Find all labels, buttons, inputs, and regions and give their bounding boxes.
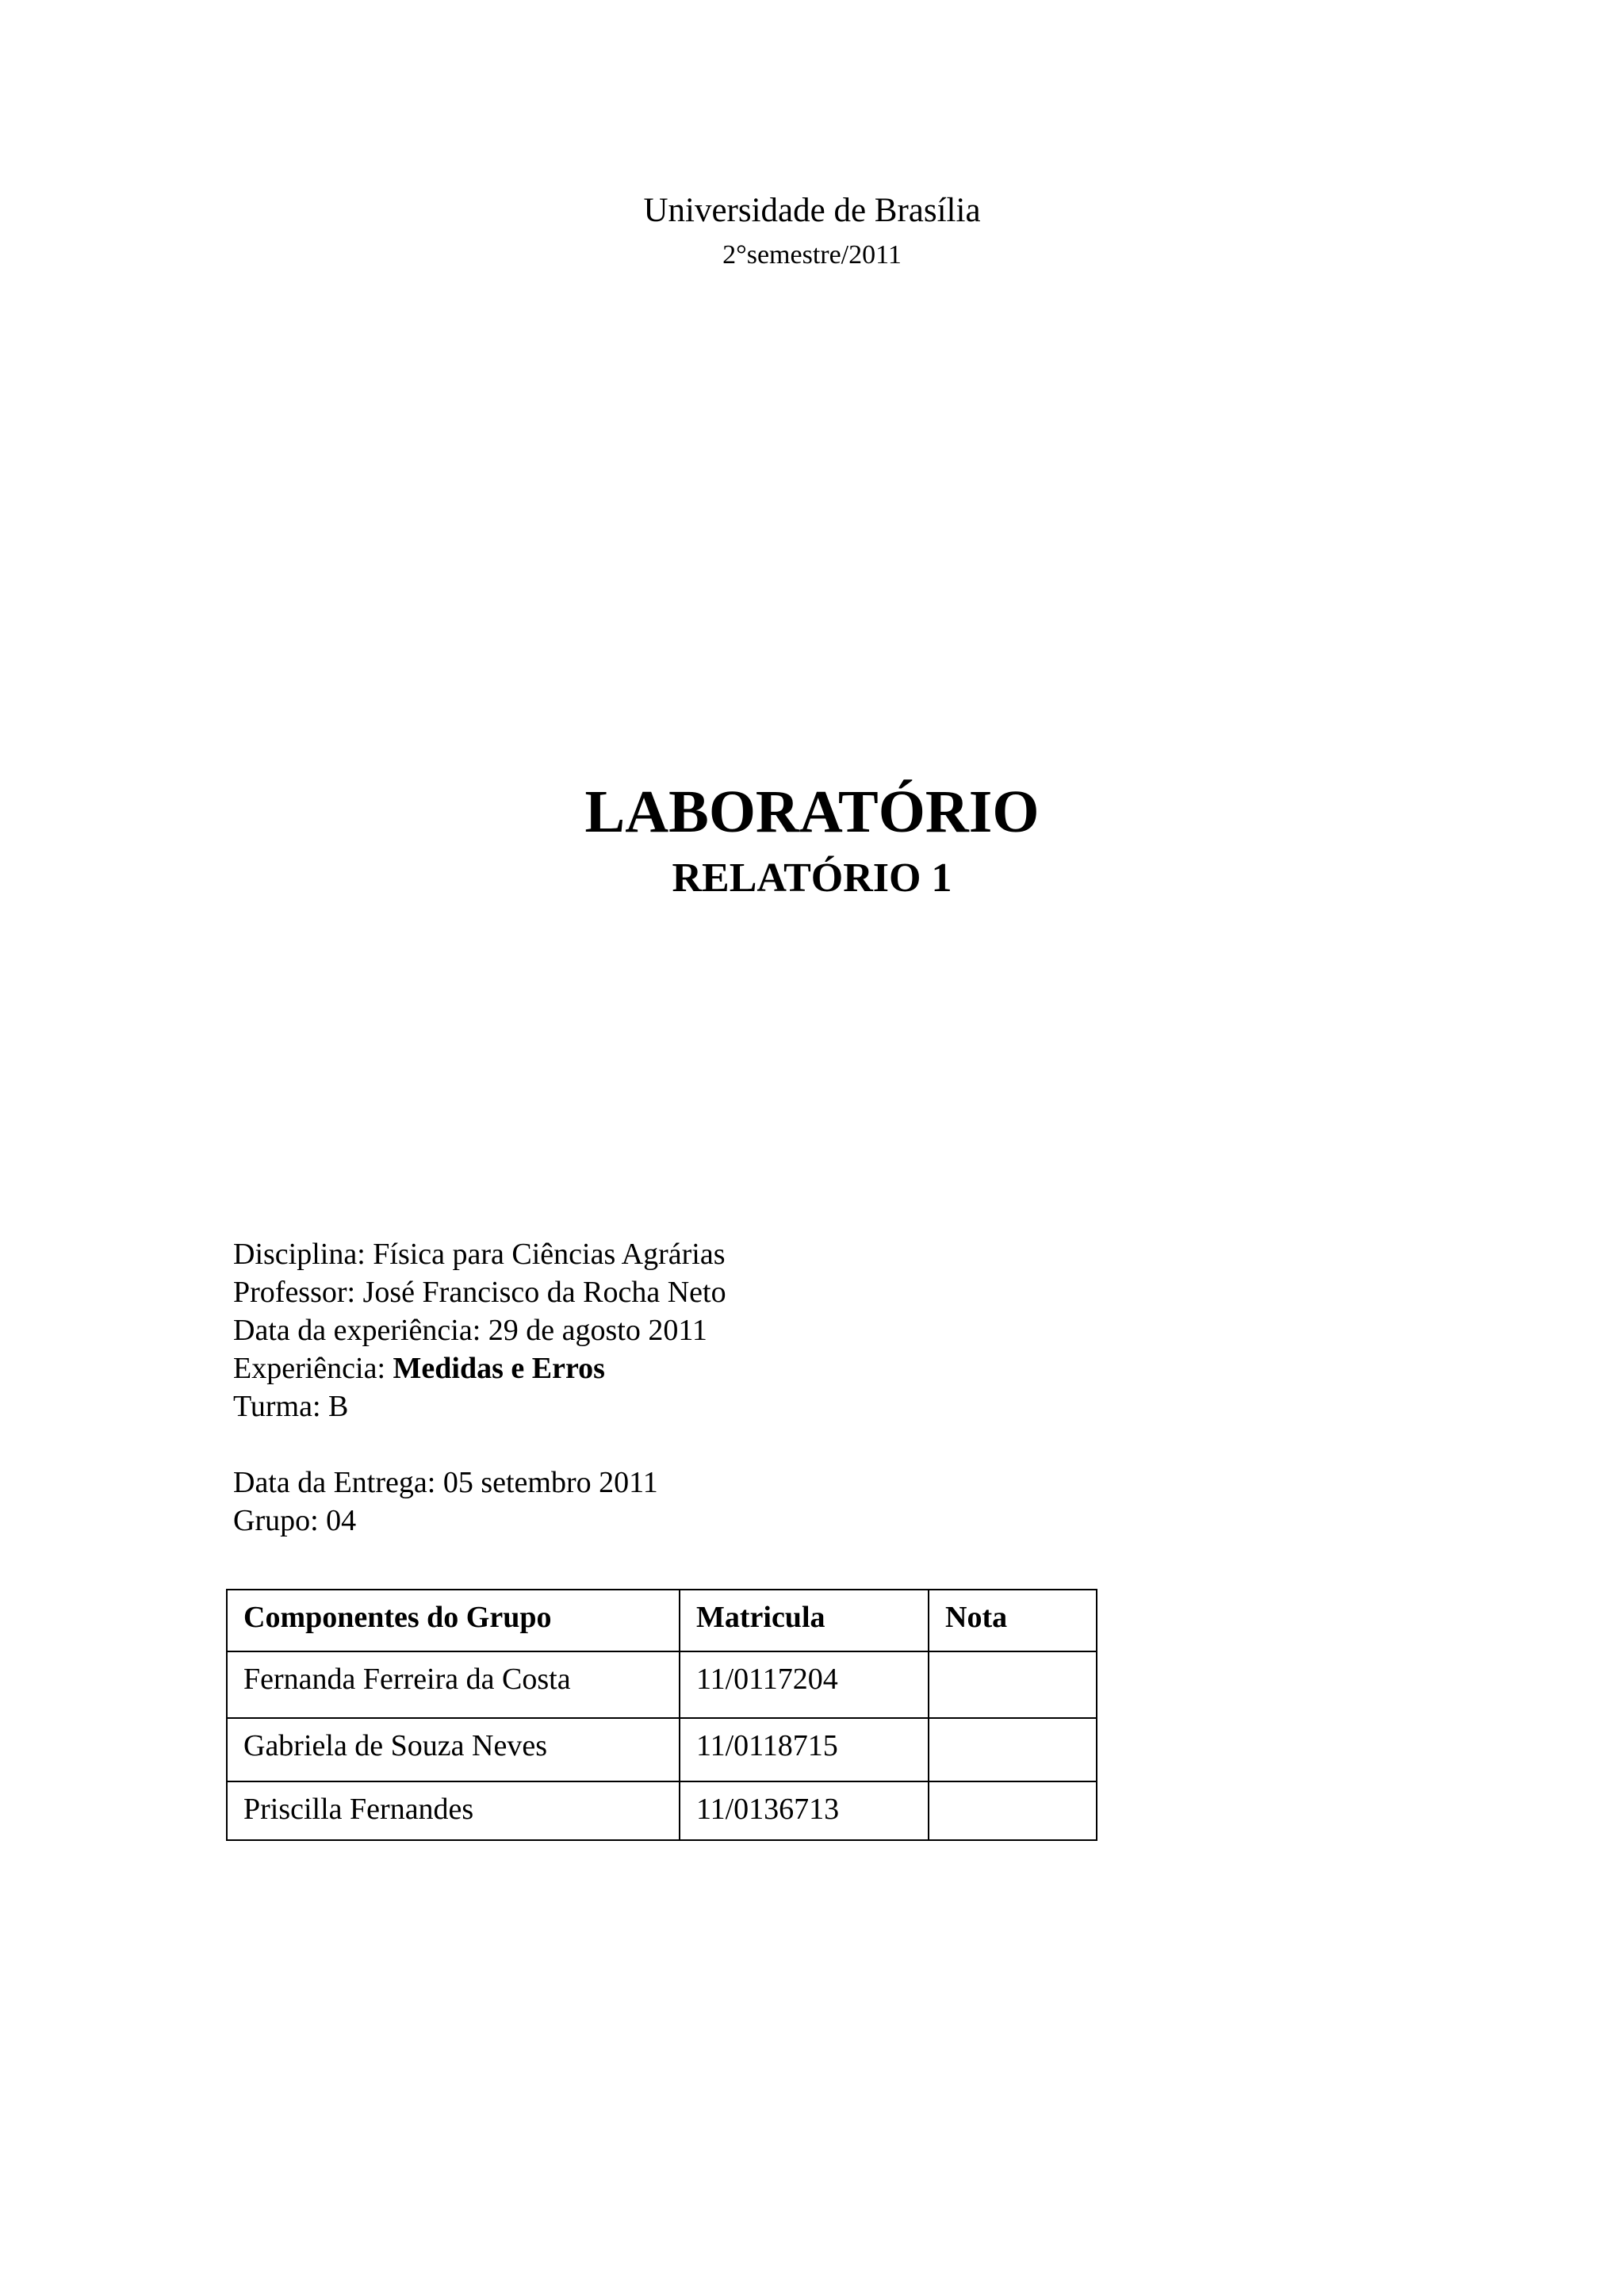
sub-title: RELATÓRIO 1 (672, 855, 952, 901)
info-professor: Professor: José Francisco da Rocha Neto (233, 1276, 726, 1309)
university-name: Universidade de Brasília (643, 192, 981, 229)
info-experiencia-label: Experiência: (233, 1352, 393, 1385)
table-header-row (227, 1590, 1097, 1651)
table-row (227, 1651, 1097, 1718)
cell-nota (929, 1718, 1097, 1781)
cell-nota (929, 1781, 1097, 1840)
header-nota: Nota (929, 1590, 1097, 1651)
cell-matricula: 11/0136713 (680, 1781, 929, 1840)
main-title: LABORATÓRIO (584, 779, 1040, 845)
cell-name: Fernanda Ferreira da Costa (227, 1651, 680, 1718)
info-experiencia (233, 1349, 726, 1387)
cell-name: Gabriela de Souza Neves (227, 1718, 680, 1781)
cell-name: Priscilla Fernandes (227, 1781, 680, 1840)
cell-nota (929, 1651, 1097, 1718)
title-block (0, 774, 1624, 907)
info-data-entrega: Data da Entrega: 05 setembro 2011 (233, 1466, 658, 1499)
info-data-experiencia: Data da experiência: 29 de agosto 2011 (233, 1314, 707, 1347)
group-table (226, 1589, 1097, 1841)
info-disciplina: Disciplina: Física para Ciências Agrárias (233, 1238, 726, 1271)
cell-matricula: 11/0118715 (680, 1718, 929, 1781)
info-experiencia-value: Medidas e Erros (393, 1352, 605, 1385)
info-spacer (233, 1425, 726, 1464)
semester-label: 2°semestre/2011 (722, 240, 902, 270)
report-info (233, 1235, 726, 1540)
table-row (227, 1781, 1097, 1840)
document-header (0, 187, 1624, 274)
cell-matricula: 11/0117204 (680, 1651, 929, 1718)
table-row (227, 1718, 1097, 1781)
info-grupo: Grupo: 04 (233, 1504, 357, 1537)
info-turma: Turma: B (233, 1390, 349, 1423)
header-componentes: Componentes do Grupo (227, 1590, 680, 1651)
header-matricula: Matricula (680, 1590, 929, 1651)
